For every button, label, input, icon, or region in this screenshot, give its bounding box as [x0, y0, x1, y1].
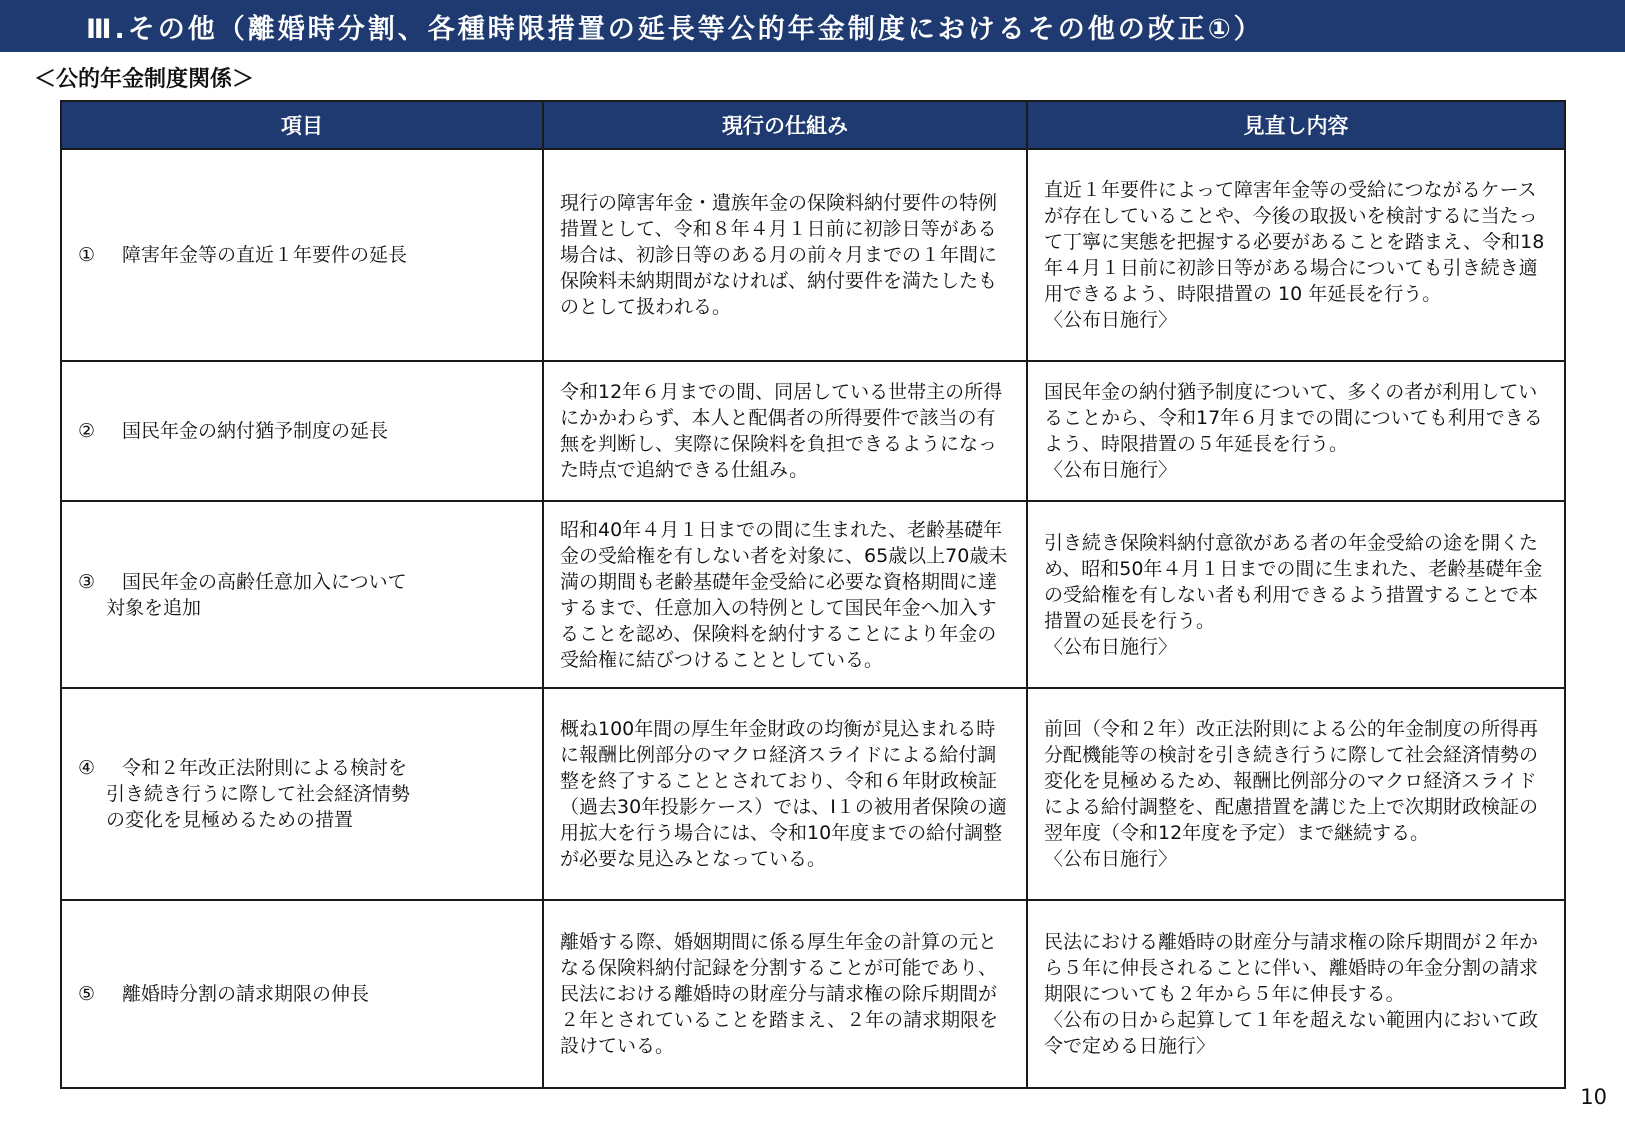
current-system-cell	[543, 361, 1027, 501]
page-number: 10	[1580, 1085, 1607, 1109]
item-title-continued: 引き続き行うに際して社会経済情勢	[106, 783, 411, 805]
reform-table	[60, 100, 1566, 1089]
revision-cell	[1027, 361, 1565, 501]
page-title-bar	[0, 0, 1625, 52]
item-title: 国民年金の納付猶予制度の延長	[122, 420, 389, 442]
current-system-cell	[543, 501, 1027, 688]
revision-cell	[1027, 149, 1565, 361]
item-title-continued: の変化を見極めるための措置	[106, 809, 354, 831]
current-system-text: 令和12年６月までの間、同居している世帯主の所得にかかわらず、本人と配偶者の所得要件で該当の有無を判断し、実際に保険料を負担できるようになった時点で追納できる仕組み。	[560, 381, 1003, 481]
item-number: ②	[78, 420, 96, 442]
column-header-item: 項目	[61, 101, 543, 149]
table-row	[61, 688, 1565, 900]
table-header-row	[61, 101, 1565, 149]
enforcement-note: 〈公布日施行〉	[1044, 635, 1178, 658]
revision-cell	[1027, 900, 1565, 1088]
item-title: 離婚時分割の請求期限の伸長	[122, 983, 370, 1005]
enforcement-note: 〈公布日施行〉	[1044, 459, 1178, 481]
revision-text: 国民年金の納付猶予制度について、多くの者が利用していることから、令和17年６月までの間についても利用できるよう、時限措置の５年延長を行う。	[1044, 381, 1543, 455]
current-system-cell	[543, 149, 1027, 361]
revision-text: 民法における離婚時の財産分与請求権の除斥期間が２年から５年に伸長されることに伴い、離婚時の年金分割の請求期限についても２年から５年に伸長する。	[1044, 931, 1539, 1005]
item-cell	[61, 501, 543, 688]
item-title: 国民年金の高齢任意加入について	[122, 570, 407, 593]
current-system-cell	[543, 688, 1027, 900]
current-system-text: 概ね100年間の厚生年金財政の均衡が見込まれる時に報酬比例部分のマクロ経済スライドによる給付調整を終了することとされており、令和６年財政検証（過去30年投影ケース）では、Ⅰ１の被用者保険の適用拡大を行う場合には、令和10年度までの給付調整が必要な見込みとなっている。	[560, 718, 1007, 870]
item-cell	[61, 900, 543, 1088]
section-label: ＜公的年金制度関係＞	[34, 67, 255, 92]
revision-cell	[1027, 688, 1565, 900]
table-row	[61, 361, 1565, 501]
table-row	[61, 149, 1565, 361]
revision-cell	[1027, 501, 1565, 688]
current-system-text: 昭和40年４月１日までの間に生まれた、老齢基礎年金の受給権を有しない者を対象に、65歳以上70歳未満の期間も老齢基礎年金受給に必要な資格期間に達するまで、任意加入の特例として国民年金へ加入することを認め、保険料を納付することにより年金の受給権に結びつけることとしている。	[560, 518, 1008, 671]
revision-text: 直近１年要件によって障害年金等の受給につながるケースが存在していることや、今後の取扱いを検討するに当たって丁寧に実態を把握する必要があることを踏まえ、令和18年４月１日前に初診日等がある場合についても引き続き適用できるよう、時限措置の 10 年延長を行う。	[1044, 179, 1545, 305]
item-cell	[61, 149, 543, 361]
revision-text: 引き続き保険料納付意欲がある者の年金受給の途を開くため、昭和50年４月１日までの間に生まれた、老齢基礎年金の受給権を有しない者も利用できるよう措置することで本措置の延長を行う。	[1044, 531, 1543, 632]
column-header-revision: 見直し内容	[1027, 101, 1565, 149]
item-number: ①	[78, 244, 96, 266]
item-title: 令和２年改正法附則による検討を	[122, 757, 408, 779]
table-row	[61, 501, 1565, 688]
item-title: 障害年金等の直近１年要件の延長	[122, 244, 408, 266]
column-header-current: 現行の仕組み	[543, 101, 1027, 149]
enforcement-note: 〈公布の日から起算して１年を超えない範囲内において政令で定める日施行〉	[1044, 1009, 1539, 1057]
item-title-continued: 対象を追加	[106, 596, 202, 619]
item-number: ⑤	[78, 983, 96, 1005]
item-cell	[61, 361, 543, 501]
item-number: ④	[78, 757, 96, 779]
current-system-text: 現行の障害年金・遺族年金の保険料納付要件の特例措置として、令和８年４月１日前に初診日等がある場合は、初診日等のある月の前々月までの１年間に保険料未納期間がなければ、納付要件を満たしたものとして扱われる。	[560, 192, 998, 318]
table-row	[61, 900, 1565, 1088]
current-system-text: 離婚する際、婚姻期間に係る厚生年金の計算の元となる保険料納付記録を分割することが可能であり、民法における離婚時の財産分与請求権の除斥期間が２年とされていることを踏まえ、２年の請求期限を設けている。	[560, 931, 999, 1057]
current-system-cell	[543, 900, 1027, 1088]
item-number: ③	[78, 570, 96, 593]
item-cell	[61, 688, 543, 900]
enforcement-note: 〈公布日施行〉	[1044, 309, 1178, 331]
enforcement-note: 〈公布日施行〉	[1044, 848, 1178, 870]
page-title: Ⅲ.その他（離婚時分割、各種時限措置の延長等公的年金制度におけるその他の改正①）	[86, 13, 1264, 45]
revision-text: 前回（令和２年）改正法附則による公的年金制度の所得再分配機能等の検討を引き続き行うに際して社会経済情勢の変化を見極めるため、報酬比例部分のマクロ経済スライドによる給付調整を、配慮措置を講じた上で次期財政検証の翌年度（令和12年度を予定）まで継続する。	[1044, 718, 1539, 844]
